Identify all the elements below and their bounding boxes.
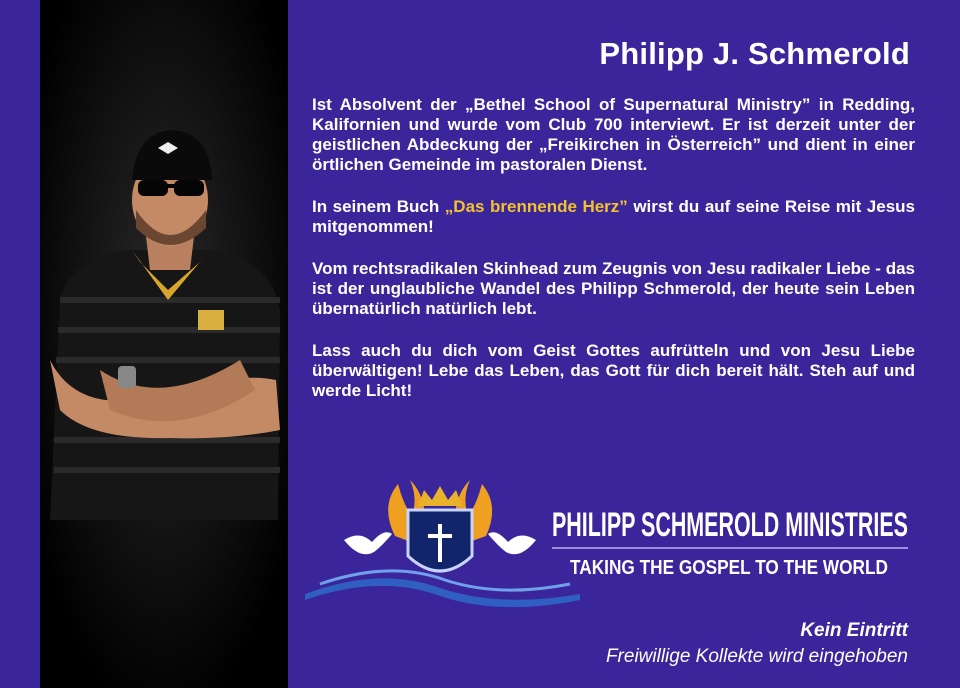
photo-panel [40,0,288,688]
logo-tagline: TAKING THE GOSPEL TO THE WORLD [570,557,888,579]
page-title: Philipp J. Schmerold [599,36,910,71]
dove-icon [344,532,392,554]
book-title: „Das brennende Herz” [444,197,628,216]
wave-icon [305,578,580,607]
person-photo [40,0,288,688]
bio-paragraph-1: Ist Absolvent der „Bethel School of Supernatural Ministry” in Redding, Kalifornien und wurde vom Club 700 interviewt. Er ist derzeit unter der geistlichen Abdeckung der „Freikirchen in Österreich” und dient in einer örtlichen Gemeinde im pastoralen Dienst. [312,95,915,174]
bio-paragraph-4: Lass auch du dich vom Geist Gottes aufrütteln und von Jesu Liebe überwältigen! Lebe das Leben, das Gott für dich bereit hält. Steh auf und werde Licht! [312,341,915,400]
collection-note: Freiwillige Kollekte wird eingehoben [605,646,908,667]
dove-icon [488,532,536,554]
admission-note: Kein Eintritt [800,620,908,641]
footer [606,618,908,670]
logo-name: PHILIPP SCHMEROLD MINISTRIES [552,506,908,544]
bio-text [312,95,915,423]
bio-paragraph-3: Vom rechtsradikalen Skinhead zum Zeugnis von Jesu radikaler Liebe - das ist der unglaubliche Wandel des Philipp Schmerold, der heute sein Leben übernatürlich natürlich lebt. [312,259,915,318]
crown-icon [418,486,462,506]
ministry-logo [300,476,920,611]
bio-paragraph-2: In seinem Buch „Das brennende Herz” wirst du auf seine Reise mit Jesus mitgenommen! [312,197,915,236]
